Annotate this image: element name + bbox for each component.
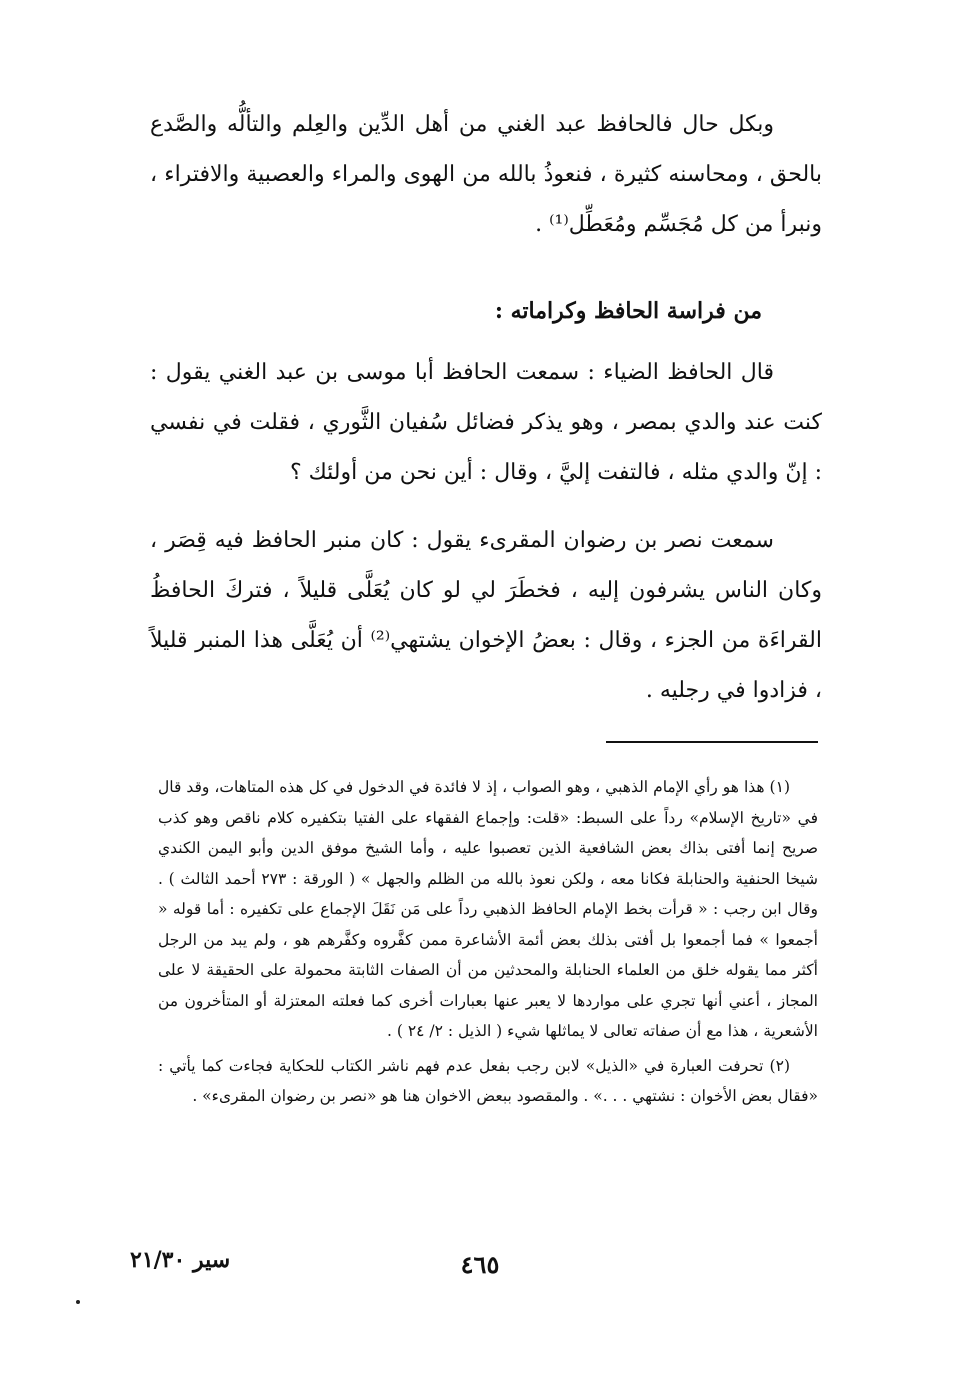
paragraph-3-text: سمعت نصر بن رضوان المقرىء يقول : كان منبر الحافظ فيه قِصَر ، وكان الناس يشرفون إليه ، فخطَرَ لي لو كان يُعَلَّى قليلاً ، فتركَ الحافظُ القراءَة من الجزء ، وقال : بعضُ الإخوان يشتهي⁽²⁾ أن يُعَلَّى هذا المنبر قليلاً ، فزادوا في رجليه . xyxy=(150,528,823,703)
paragraph-3 xyxy=(150,516,822,716)
signature-mark: سير ٢١/٣٠ xyxy=(130,1247,231,1273)
paragraph-1-text: وبكل حال فالحافظ عبد الغني من أهل الدِّين والعِلم والتألُّه والصَّدع بالحق ، ومحاسنه كثيرة ، فنعوذُ بالله من الهوى والمراء والعصبية والافتراء ، ونبرأ من كل مُجَسِّم ومُعَطِّل⁽¹⁾ . xyxy=(150,112,822,237)
scan-dot xyxy=(76,1300,80,1304)
page-number: ٤٦٥ xyxy=(460,1250,500,1279)
footnote-separator xyxy=(606,741,818,743)
footnote-2: (٢) تحرفت العبارة في «الذيل» لابن رجب بفعل عدم فهم ناشر الكتاب للحكاية فجاءت كما يأتي : «فقال بعض الأخوان : نشتهي . . .» . والمقصود ببعض الاخوان هنا هو «نصر بن رضوان المقرىء» . xyxy=(158,1056,818,1105)
paragraph-2 xyxy=(150,348,822,498)
footnotes xyxy=(158,772,818,1112)
section-heading: من فراسة الحافظ وكراماته : xyxy=(494,298,762,324)
paragraph-2-text: قال الحافظ الضياء : سمعت الحافظ أبا موسى بن عبد الغني يقول : كنت عند والدي بمصر ، وهو يذكر فضائل سُفيان الثَّوري ، فقلت في نفسي : إنّ والدي مثله ، فالتفت إليَّ ، وقال : أين نحن من أولئك ؟ xyxy=(150,360,822,485)
footnote-1: (١) هذا هو رأي الإمام الذهبي ، وهو الصواب ، إذ لا فائدة في الدخول في كل هذه المتاهات، وقد قال في «تاريخ الإسلام» رداً على السبط: «قلت: وإجماع الفقهاء على الفتيا بتكفيره كلام ناقص وهو كذب صريح إنما أفتى بذاك بعض الشافعية الذين تعصبوا عليه ، وأما الشيخ موفق الدين وأبو اليمن الكندي شيخا الحنفية والحنابلة فكانا معه ، ولكن نعوذ بالله من الظلم والجهل » ( الورقة : ٢٧٣ أحمد الثالث ) . وقال ابن رجب : « قرأت بخط الإمام الحافظ الذهبي رداً على مَن نَقَلَ الإجماع على تكفيره : أما قوله « أجمعوا » فما أجمعوا بل أفتى بذلك بعض أئمة الأشاعرة ممن كفَّروه وكفَّرهم هو ، ولم يبد من الرجل أكثر مما يقوله خلق من العلماء الحنابلة والمحدثين من أن الصفات الثابتة محمولة على الحقيقة لا على المجاز ، أعني أنها تجري على مواردها لا يعبر عنها بعبارات أخرى كما فعلته المعتزلة أو المتأخرون من الأشعرية ، هذا مع أن صفاته تعالى لا يماثلها شيء ( الذيل : ٢/ ٢٤ ) . xyxy=(158,778,818,1040)
paragraph-1 xyxy=(150,100,822,250)
